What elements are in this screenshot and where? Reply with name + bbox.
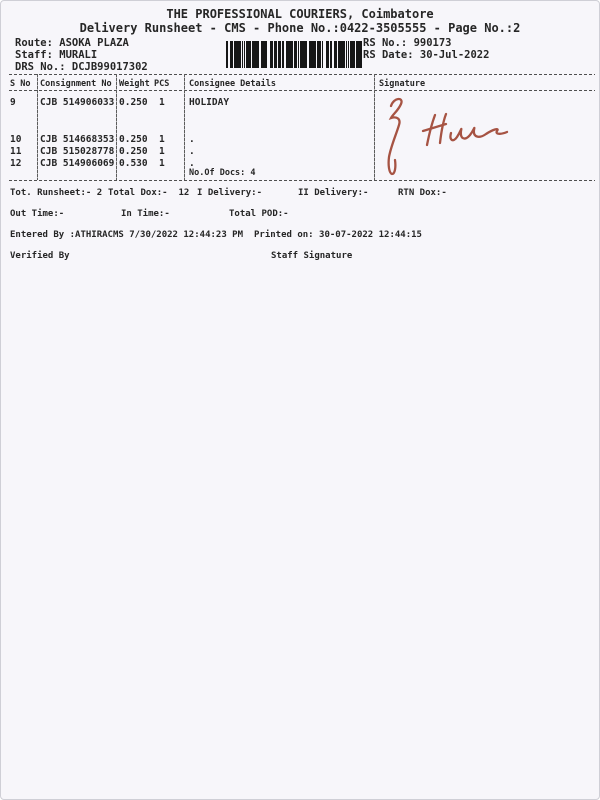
- col-header-details: Consignee Details: [189, 79, 276, 89]
- table-top-rule: [9, 74, 595, 75]
- cell-sno: 12: [10, 158, 22, 169]
- cell-pcs: 1: [159, 158, 165, 169]
- column-divider: [184, 74, 185, 180]
- ii-delivery: II Delivery:-: [298, 188, 369, 198]
- barcode-icon: [226, 41, 362, 68]
- printed-on: Printed on: 30-07-2022 12:44:15: [254, 230, 422, 240]
- cell-sno: 9: [10, 97, 16, 108]
- rs-date-line: RS Date: 30-Jul-2022: [363, 49, 490, 61]
- cell-consignment: CJB 514906069: [40, 158, 115, 169]
- cell-sno: 11: [10, 146, 22, 157]
- staff-line: Staff: MURALI: [15, 49, 98, 61]
- col-header-signature: Signature: [379, 79, 426, 89]
- column-divider: [37, 74, 38, 180]
- total-dox: Total Dox:- 12: [108, 188, 190, 198]
- staff-signature: Staff Signature: [271, 251, 353, 261]
- cell-weight: 0.530: [119, 158, 148, 169]
- verified-by: Verified By: [10, 251, 70, 261]
- cell-details: .: [189, 134, 195, 145]
- cell-details: .: [189, 146, 195, 157]
- cell-weight: 0.250: [119, 134, 148, 145]
- cell-pcs: 1: [159, 97, 165, 108]
- docs-note: No.Of Docs: 4: [189, 168, 256, 178]
- total-pod: Total POD:-: [229, 209, 289, 219]
- cell-consignment: CJB 514906033: [40, 97, 115, 108]
- cell-pcs: 1: [159, 146, 165, 157]
- cell-details: HOLIDAY: [189, 97, 230, 108]
- cell-weight: 0.250: [119, 97, 148, 108]
- col-header-pcs: PCS: [154, 79, 170, 89]
- cell-weight: 0.250: [119, 146, 148, 157]
- cell-consignment: CJB 514668353: [40, 134, 115, 145]
- col-header-weight: Weight: [119, 79, 150, 89]
- rtn-dox: RTN Dox:-: [398, 188, 447, 198]
- entered-by: Entered By :ATHIRACMS 7/30/2022 12:44:23 PM: [10, 230, 243, 240]
- out-time: Out Time:-: [10, 209, 65, 219]
- document-title: THE PROFESSIONAL COURIERS, Coimbatore: [166, 7, 434, 21]
- document-subtitle: Delivery Runsheet - CMS - Phone No.:0422-3505555 - Page No.:2: [79, 21, 521, 35]
- cell-details: .: [189, 158, 195, 169]
- cell-sno: 10: [10, 134, 22, 145]
- col-header-sno: S No: [10, 79, 31, 89]
- i-delivery: I Delivery:-: [197, 188, 263, 198]
- signature-scrawl-icon: [369, 91, 519, 183]
- drs-no-line: DRS No.: DCJB99017302: [15, 61, 148, 73]
- tot-runsheet: Tot. Runsheet:- 2: [10, 188, 103, 198]
- rs-no-line: RS No.: 990173: [363, 37, 452, 49]
- column-divider: [116, 74, 117, 180]
- cell-pcs: 1: [159, 134, 165, 145]
- in-time: In Time:-: [121, 209, 170, 219]
- route-line: Route: ASOKA PLAZA: [15, 37, 129, 49]
- cell-consignment: CJB 515028778: [40, 146, 115, 157]
- col-header-consignment: Consignment No: [40, 79, 112, 89]
